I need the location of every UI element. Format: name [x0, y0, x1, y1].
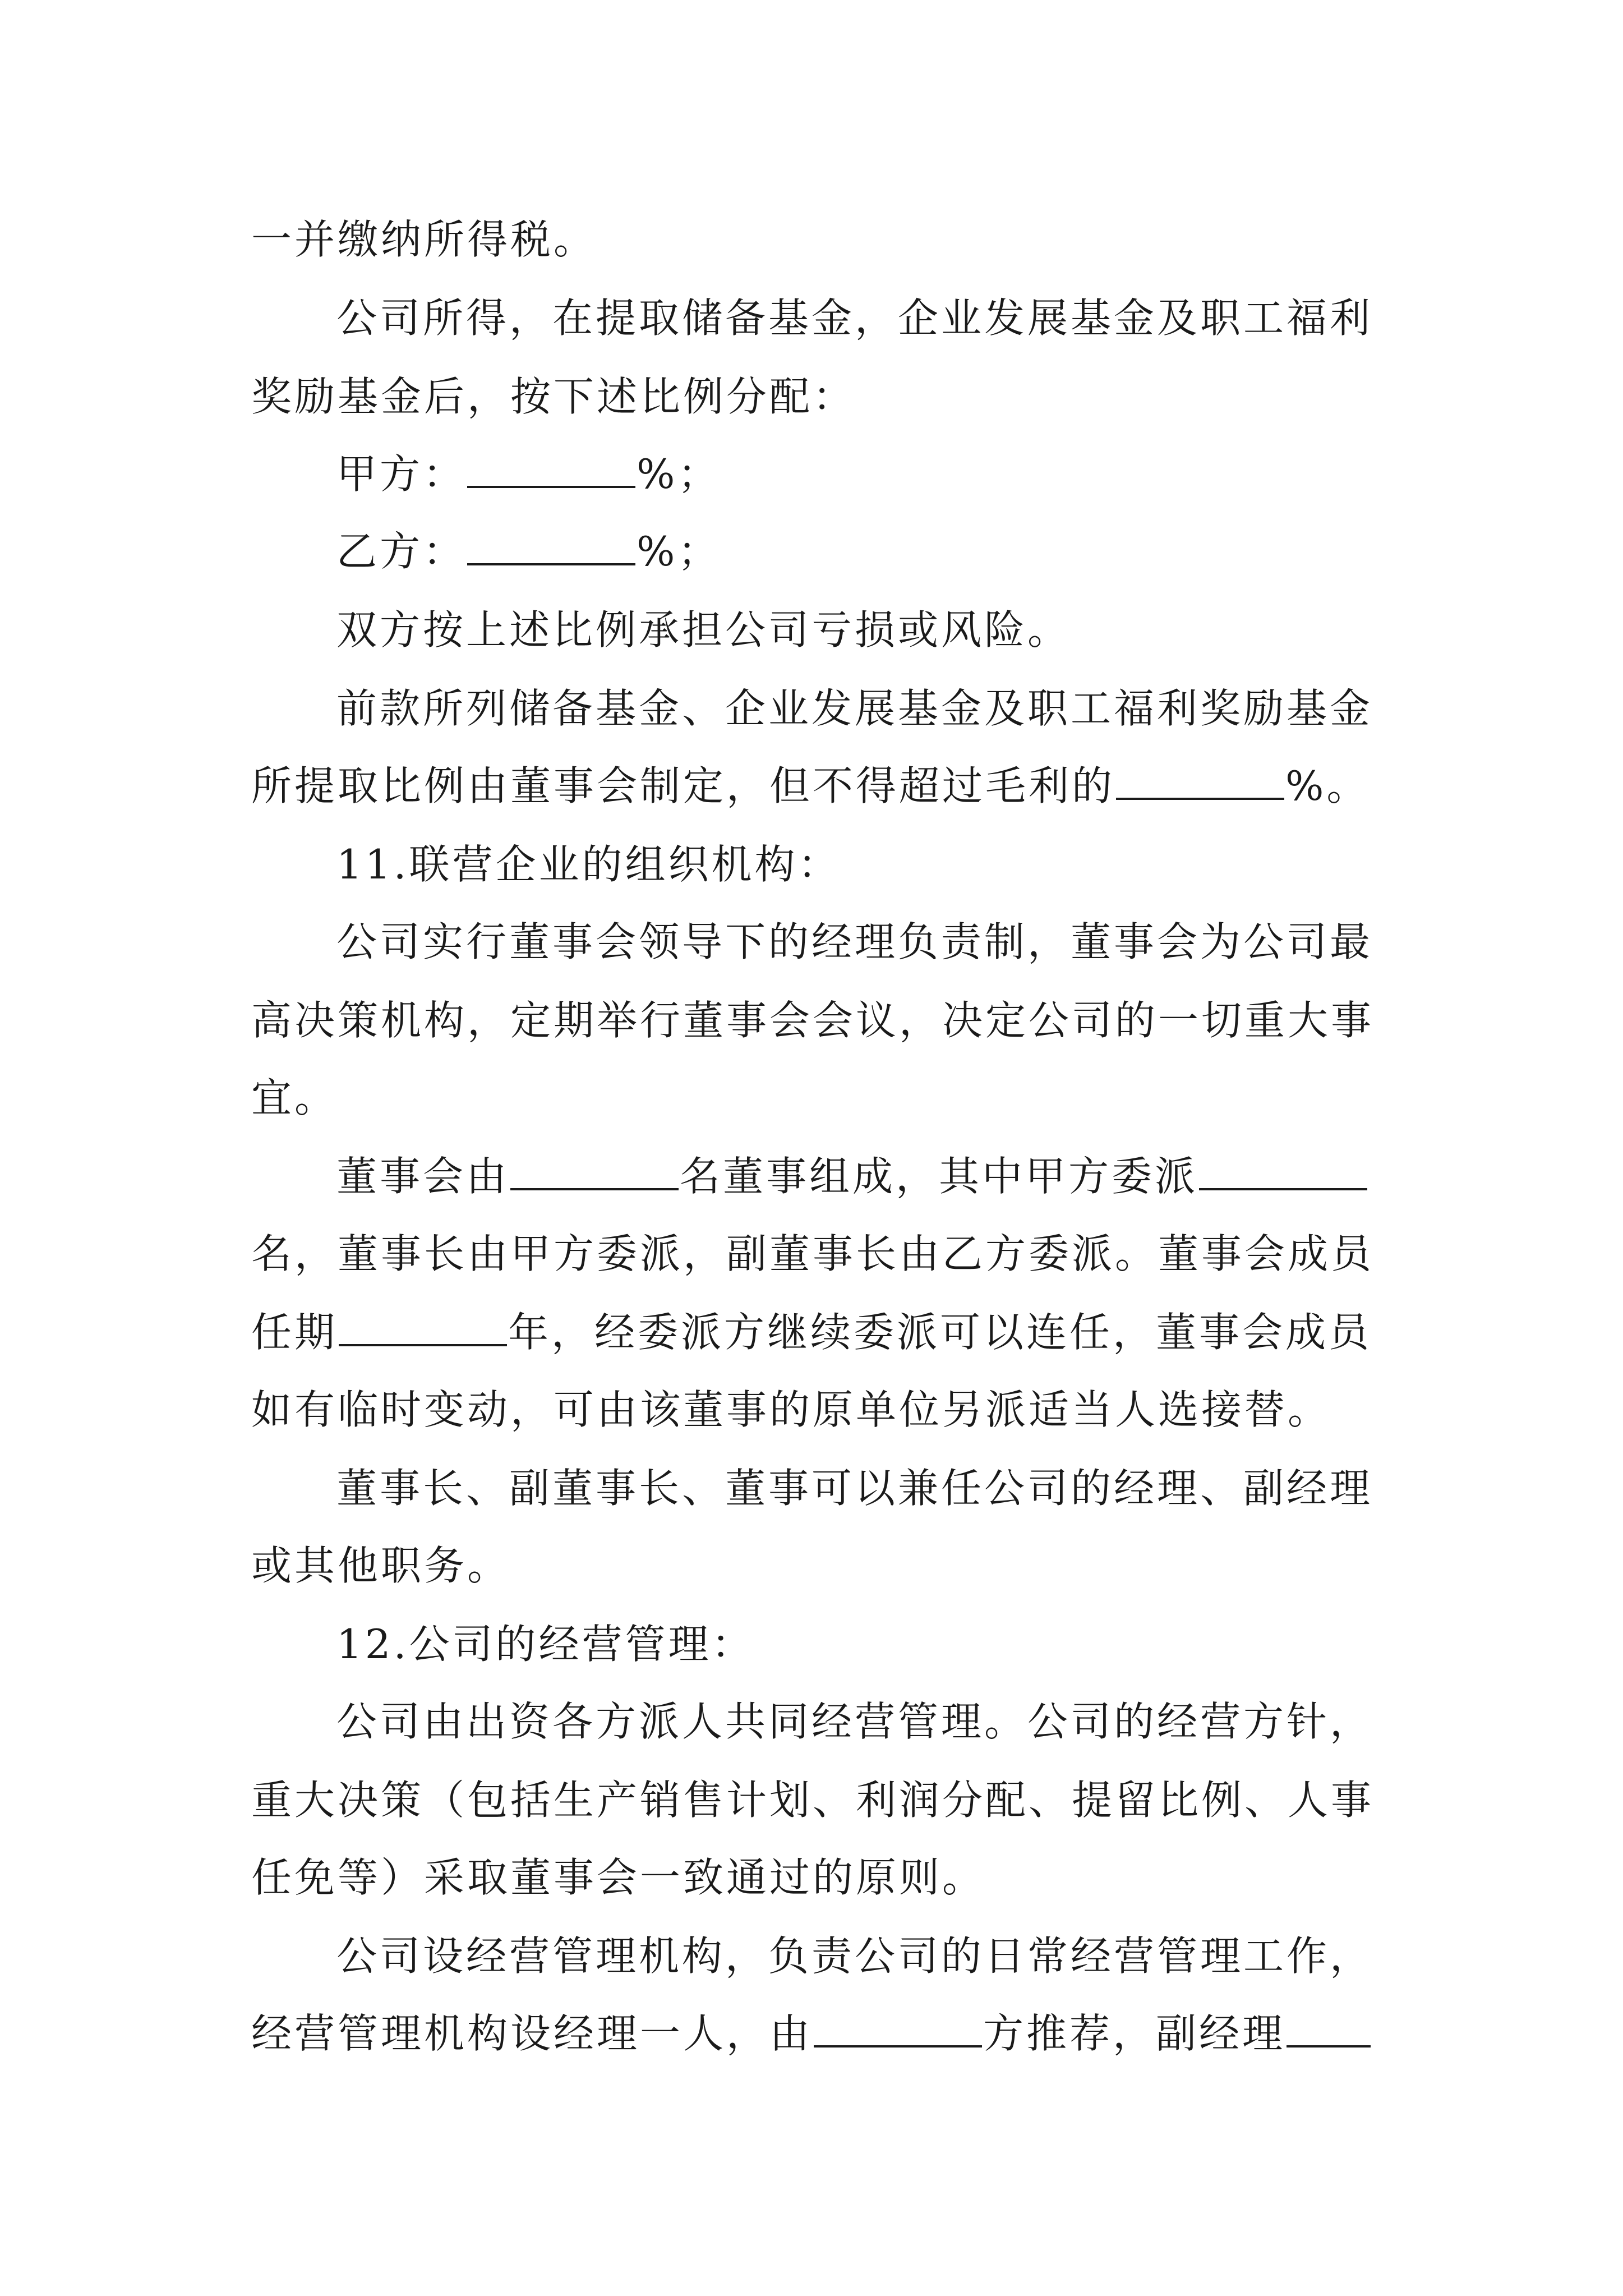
ratio-line-party-b — [336, 526, 721, 577]
text-segment: 方推荐，副经理 — [983, 2010, 1286, 2057]
fill-blank — [467, 449, 635, 488]
text-line: 奖励基金后，按下述比例分配： — [251, 373, 856, 420]
text-line: 公司设经营管理机构，负责公司的日常经营管理工作， — [336, 1932, 1373, 1980]
label-percent: %； — [637, 528, 721, 575]
text-segment: %。 — [1285, 762, 1370, 809]
text-segment: 经营管理机构设经理一人，由 — [251, 2010, 813, 2057]
label-party-b: 乙方： — [336, 528, 467, 575]
label-percent: %； — [637, 450, 721, 498]
text-line: 任免等）采取董事会一致通过的原则。 — [251, 1854, 986, 1901]
text-line — [251, 1307, 1372, 1358]
ratio-line-party-a — [336, 449, 721, 499]
section-heading-12: 12.公司的经营管理： — [336, 1621, 755, 1668]
fill-blank — [467, 526, 635, 565]
text-line: 高决策机构，定期举行董事会会议，决定公司的一切重大事 — [251, 997, 1375, 1044]
label-party-a: 甲方： — [336, 450, 467, 498]
text-line: 前款所列储备基金、企业发展基金及职工福利奖励基金 — [336, 685, 1373, 732]
text-segment: 名董事组成，其中甲方委派 — [680, 1153, 1198, 1200]
text-segment: 所提取比例由董事会制定，但不得超过毛利的 — [251, 762, 1115, 809]
text-segment: 年，经委派方继续委派可以连任，董事会成员 — [508, 1309, 1372, 1356]
text-line — [336, 1151, 1368, 1202]
text-line: 双方按上述比例承担公司亏损或风险。 — [336, 606, 1071, 654]
section-heading-11: 11.联营企业的组织机构： — [336, 841, 841, 888]
fill-blank — [1116, 761, 1284, 800]
fill-blank — [510, 1151, 679, 1190]
text-segment: 董事会由 — [336, 1153, 510, 1200]
text-line: 名，董事长由甲方委派，副董事长由乙方委派。董事会成员 — [251, 1230, 1375, 1277]
fill-blank — [1287, 2008, 1371, 2047]
text-line — [251, 761, 1370, 811]
fill-blank — [1199, 1151, 1367, 1190]
text-line: 重大决策（包括生产销售计划、利润分配、提留比例、人事 — [251, 1777, 1375, 1824]
fill-blank — [339, 1307, 507, 1346]
text-line: 董事长、副董事长、董事可以兼任公司的经理、副经理 — [336, 1465, 1373, 1512]
fill-blank — [814, 2008, 982, 2047]
text-line — [251, 2008, 1372, 2059]
text-segment: 任期 — [251, 1309, 338, 1356]
text-line: 公司实行董事会领导下的经理负责制，董事会为公司最 — [336, 918, 1373, 965]
text-line: 一并缴纳所得税。 — [251, 216, 597, 263]
text-line: 公司由出资各方派人共同经营管理。公司的经营方针， — [336, 1698, 1373, 1745]
text-line: 宜。 — [251, 1074, 338, 1121]
text-line: 公司所得，在提取储备基金，企业发展基金及职工福利 — [336, 295, 1373, 342]
text-line: 或其他职务。 — [251, 1542, 511, 1589]
text-line: 如有临时变动，可由该董事的原单位另派适当人选接替。 — [251, 1386, 1331, 1433]
